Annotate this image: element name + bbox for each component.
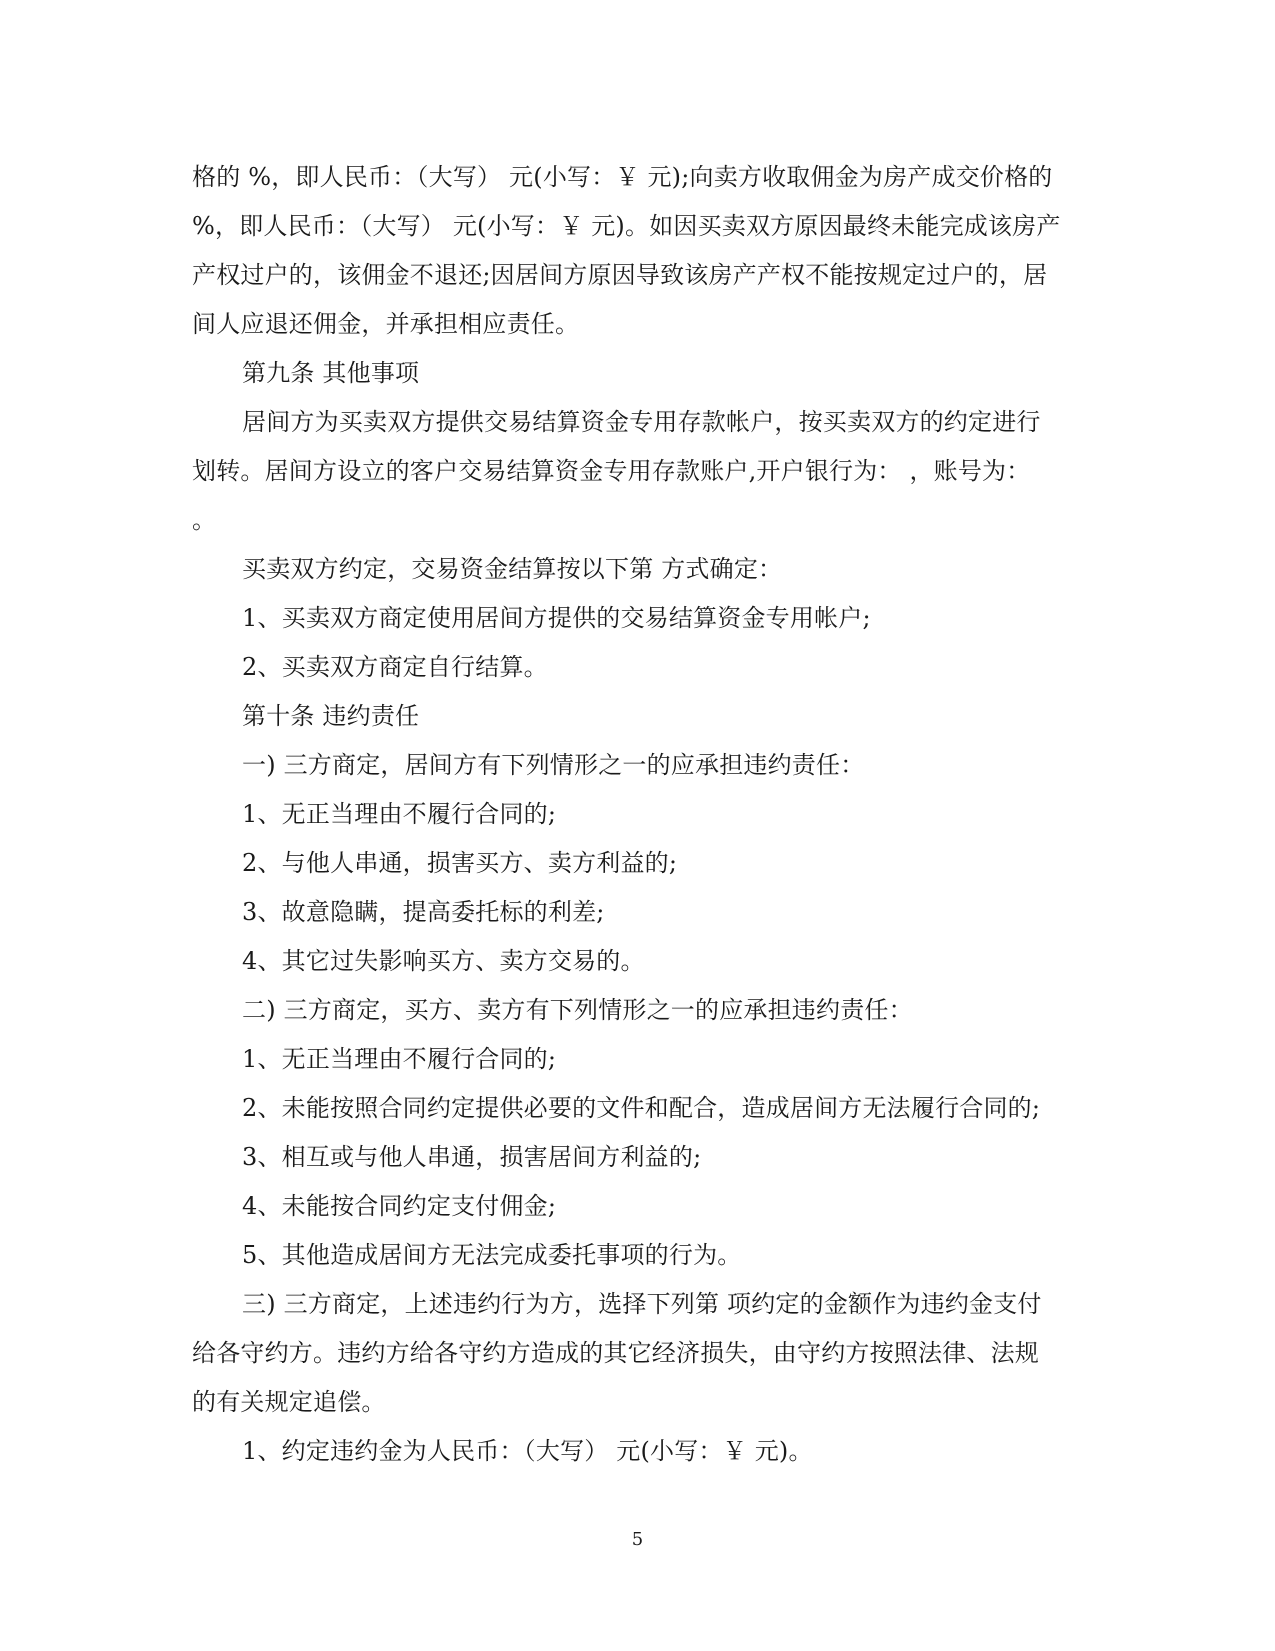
text-line: 给各守约方。违约方给各守约方造成的其它经济损失，由守约方按照法律、法规	[192, 1339, 1039, 1367]
list-item: 4、未能按合同约定支付佣金;	[242, 1192, 557, 1220]
list-item: 4、其它过失影响买方、卖方交易的。	[242, 947, 645, 975]
text-line: 的有关规定追偿。	[192, 1388, 386, 1416]
text-line: %，即人民币：（大写） 元(小写：￥ 元)。如因买卖双方原因最终未能完成该房产	[192, 212, 1061, 240]
list-item: 2、买卖双方商定自行结算。	[242, 653, 548, 681]
section-heading: 第十条 违约责任	[242, 702, 420, 730]
list-item: 1、无正当理由不履行合同的;	[242, 1045, 557, 1073]
text-line: 二) 三方商定，买方、卖方有下列情形之一的应承担违约责任：	[242, 996, 913, 1024]
text-line: 间人应退还佣金，并承担相应责任。	[192, 310, 580, 338]
list-item: 1、无正当理由不履行合同的;	[242, 800, 557, 828]
list-item: 2、与他人串通，损害买方、卖方利益的;	[242, 849, 678, 877]
text-line: 产权过户的，该佣金不退还;因居间方原因导致该房产产权不能按规定过户的，居	[192, 261, 1048, 289]
text-line: 买卖双方约定，交易资金结算按以下第 方式确定：	[242, 555, 783, 583]
text-line: 划转。居间方设立的客户交易结算资金专用存款账户,开户银行为： ，账号为：	[192, 457, 1031, 485]
page-number: 5	[631, 1529, 644, 1550]
list-item: 3、相互或与他人串通，损害居间方利益的;	[242, 1143, 702, 1171]
text-line: 居间方为买卖双方提供交易结算资金专用存款帐户，按买卖双方的约定进行	[242, 408, 1041, 436]
list-item: 3、故意隐瞒，提高委托标的利差;	[242, 898, 605, 926]
document-body	[192, 153, 1082, 1476]
list-item: 1、约定违约金为人民币：（大写） 元(小写：￥ 元)。	[242, 1437, 813, 1465]
section-heading: 第九条 其他事项	[242, 359, 420, 387]
text-line: 三) 三方商定，上述违约行为方，选择下列第 项约定的金额作为违约金支付	[242, 1290, 1042, 1318]
text-line: 一) 三方商定，居间方有下列情形之一的应承担违约责任：	[242, 751, 865, 779]
list-item: 2、未能按照合同约定提供必要的文件和配合，造成居间方无法履行合同的;	[242, 1094, 1041, 1122]
list-item: 5、其他造成居间方无法完成委托事项的行为。	[242, 1241, 742, 1269]
list-item: 1、买卖双方商定使用居间方提供的交易结算资金专用帐户;	[242, 604, 871, 632]
text-line: 。	[192, 506, 217, 534]
text-line: 格的 %，即人民币：（大写） 元(小写：￥ 元);向卖方收取佣金为房产成交价格的	[192, 163, 1053, 191]
